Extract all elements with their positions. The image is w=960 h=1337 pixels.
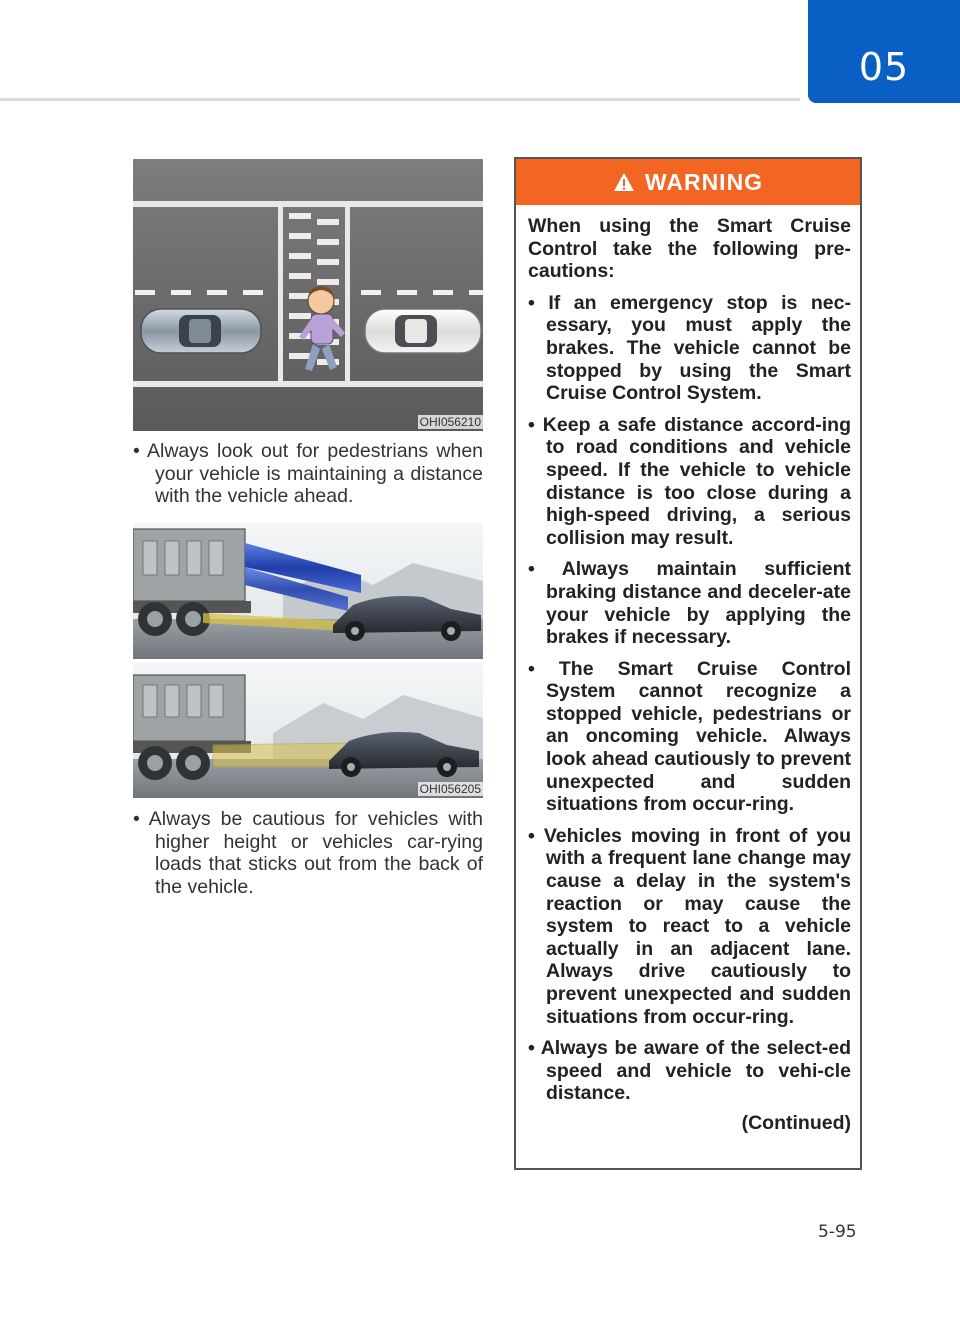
header-rule — [0, 98, 800, 101]
warning-item: • Always maintain sufficient braking distance and deceler-ate your vehicle by applying the brakes if necessary. — [528, 558, 851, 649]
warning-item: • If an emergency stop is nec-essary, you must apply the brakes. The vehicle cannot be stopped by using the Smart Cruise Control System. — [528, 291, 851, 405]
warning-item: • Keep a safe distance accord-ing to road conditions and vehicle speed. If the vehicle to vehicle distance is too close during a high-speed driving, a serious collision may result. — [528, 413, 851, 549]
chapter-number: 05 — [858, 45, 910, 89]
warning-box — [514, 157, 862, 1170]
bullet-pedestrians: • Always look out for pedestrians when your vehicle is maintaining a distance with the vehicle ahead. — [133, 440, 484, 507]
figure-code: OHI056210 — [419, 415, 481, 429]
chapter-tab — [808, 0, 960, 103]
continued-label: (Continued) — [741, 1111, 851, 1134]
overhanging-load-illustration — [133, 523, 483, 798]
warning-header — [516, 159, 860, 205]
figure-code: OHI056205 — [419, 782, 481, 796]
warning-title: WARNING — [644, 168, 764, 195]
warning-item: • The Smart Cruise Control System cannot recognize a stopped vehicle, pedestrians or an oncoming vehicle. Always look ahead cautiously to prevent unexpected and sudden situations from occur-ring. — [528, 657, 852, 816]
page-number: 5-95 — [818, 1222, 857, 1242]
warning-item: • Vehicles moving in front of you with a frequent lane change may cause a delay in the system's reaction or may cause the system to react to a vehicle actually in an adjacent lane. Always drive cautiously to prevent unexpected and sudden situations from occur-ring. — [528, 824, 851, 1028]
warning-body — [516, 205, 860, 1135]
crosswalk-illustration — [133, 159, 483, 431]
warning-item: • Always be aware of the select-ed speed and vehicle to vehi-cle distance. — [528, 1037, 851, 1105]
vehicle-ahead-top-view — [365, 309, 481, 353]
bullet-high-vehicles: • Always be cautious for vehicles with higher height or vehicles car-rying loads that sticks out from the back of the vehicle. — [133, 808, 483, 898]
crosswalk-scene-graphic — [133, 159, 483, 431]
own-vehicle-top-view — [141, 309, 261, 353]
warning-intro: When using the Smart Cruise Control take the following pre-cautions: — [528, 215, 851, 283]
warning-triangle-icon — [613, 172, 635, 192]
truck-load-scene-graphic — [133, 523, 483, 798]
warning-list — [528, 292, 851, 1105]
